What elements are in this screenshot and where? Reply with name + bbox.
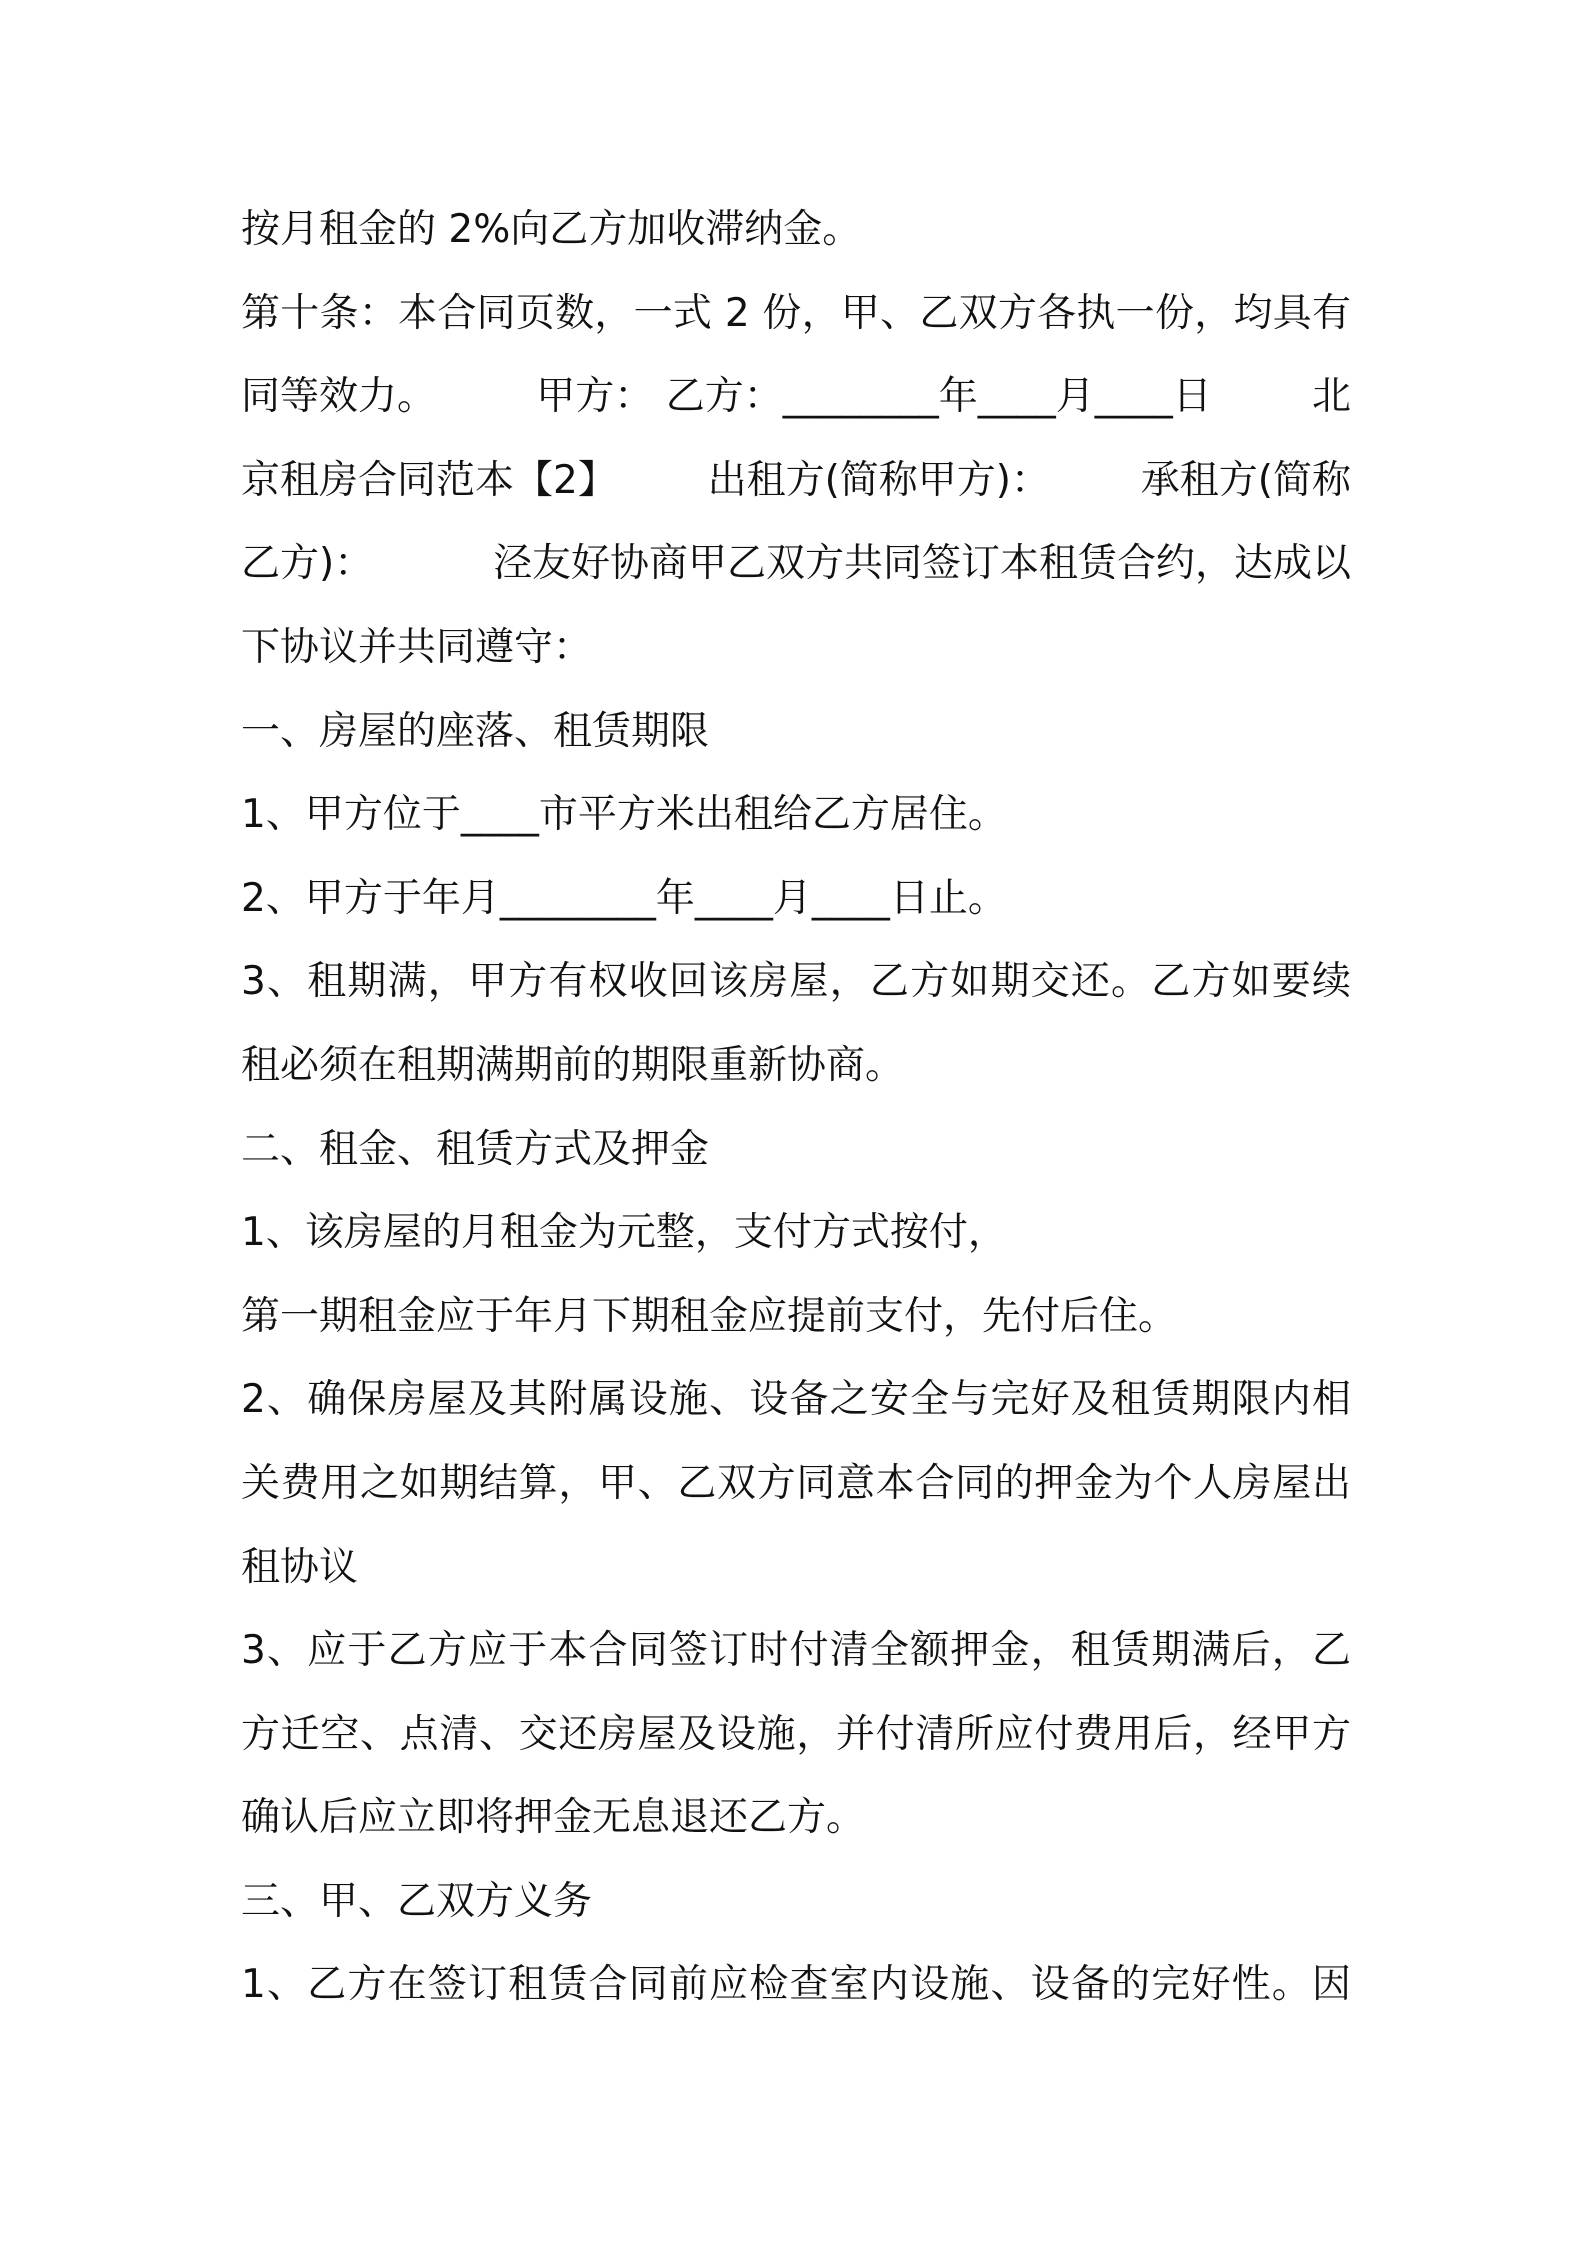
document-line: 3、应于乙方应于本合同签订时付清全额押金，租赁期满后，乙 [241, 1628, 1351, 1674]
document-line: 确认后应立即将押金无息退还乙方。 [241, 1795, 866, 1841]
signature-date-segment: 甲方： 乙方：________年____月____日 [536, 374, 1212, 420]
section-heading: 二、租金、租赁方式及押金 [241, 1126, 710, 1172]
lessee-label: 承租方(简称 [1140, 457, 1351, 503]
line-segment: 同等效力。 [241, 374, 437, 420]
document-line: 下协议并共同遵守： [241, 624, 593, 670]
contract-title-segment: 京租房合同范本【2】 [241, 457, 617, 503]
document-line: 第一期租金应于年月下期租金应提前支付，先付后住。 [241, 1293, 1178, 1339]
document-line: 3、租期满，甲方有权收回该房屋，乙方如期交还。乙方如要续 [241, 959, 1351, 1005]
document-line [241, 355, 1351, 439]
document-line: 1、乙方在签订租赁合同前应检查室内设施、设备的完好性。因 [241, 1962, 1351, 2008]
section-heading: 一、房屋的座落、租赁期限 [241, 708, 710, 754]
document-line: 租必须在租期满期前的期限重新协商。 [241, 1042, 905, 1088]
document-line [241, 439, 1351, 523]
document-line: 第十条：本合同页数，一式 2 份，甲、乙双方各执一份，均具有 [241, 290, 1351, 336]
document-line: 1、该房屋的月租金为元整，支付方式按付， [241, 1210, 1007, 1256]
document-line: 2、甲方于年月________年____月____日止。 [241, 875, 1007, 921]
document-body [241, 188, 1351, 2027]
document-line: 2、确保房屋及其附属设施、设备之安全与完好及租赁期限内相 [241, 1377, 1351, 1423]
document-line: 关费用之如期结算，甲、乙双方同意本合同的押金为个人房屋出 [241, 1460, 1351, 1506]
lessor-label: 出租方(简称甲方)： [707, 457, 1051, 503]
document-line: 1、甲方位于____市平方米出租给乙方居住。 [241, 792, 1007, 838]
document-line: 方迁空、点清、交还房屋及设施，并付清所应付费用后，经甲方 [241, 1711, 1351, 1757]
document-line: 按月租金的 2%向乙方加收滞纳金。 [241, 207, 862, 252]
line-segment: 北 [1311, 374, 1351, 420]
line-segment: 乙方)： [241, 541, 374, 587]
section-heading: 三、甲、乙双方义务 [241, 1878, 593, 1924]
document-line [241, 522, 1351, 606]
line-segment: 泾友好协商甲乙双方共同签订本租赁合约，达成以 [492, 541, 1351, 587]
document-line: 租协议 [241, 1544, 359, 1590]
